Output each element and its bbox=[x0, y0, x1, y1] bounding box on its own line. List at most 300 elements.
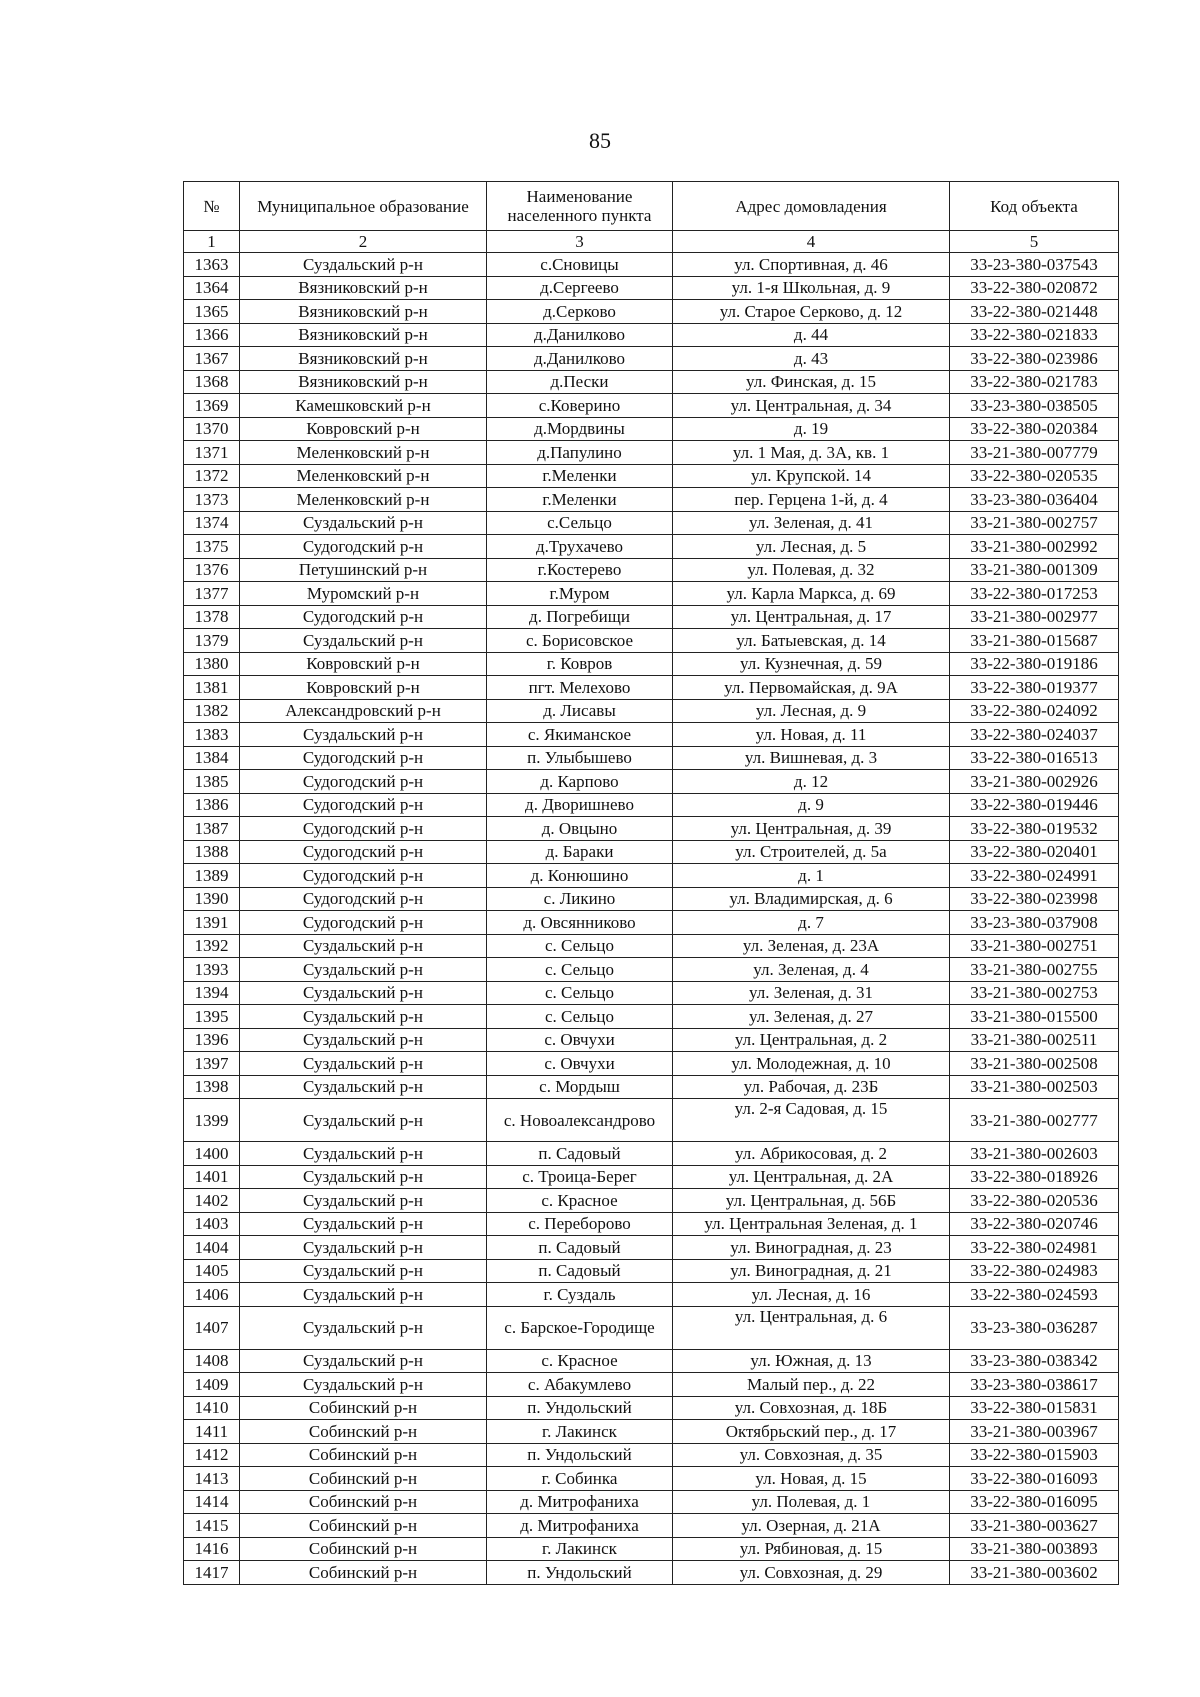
object-code-cell: 33-22-380-024981 bbox=[950, 1236, 1119, 1260]
address-cell: ул. Карла Маркса, д. 69 bbox=[673, 582, 950, 606]
settlement-cell: с. Барское-Городище bbox=[487, 1306, 673, 1349]
municipality-cell: Суздальский р-н bbox=[240, 1028, 487, 1052]
object-code-cell: 33-21-380-002992 bbox=[950, 535, 1119, 559]
municipality-cell: Судогодский р-н bbox=[240, 864, 487, 888]
municipality-cell: Меленковский р-н bbox=[240, 488, 487, 512]
object-code-cell: 33-21-380-015500 bbox=[950, 1005, 1119, 1029]
address-cell: ул. Виноградная, д. 23 bbox=[673, 1236, 950, 1260]
table-body bbox=[184, 253, 1119, 1585]
address-cell: ул. Первомайская, д. 9А bbox=[673, 676, 950, 700]
row-number: 1388 bbox=[184, 840, 240, 864]
address-cell: Малый пер., д. 22 bbox=[673, 1373, 950, 1397]
settlement-cell: д.Данилково bbox=[487, 323, 673, 347]
row-number: 1402 bbox=[184, 1189, 240, 1213]
object-code-cell: 33-23-380-038505 bbox=[950, 394, 1119, 418]
settlement-cell: г. Лакинск bbox=[487, 1537, 673, 1561]
municipality-cell: Суздальский р-н bbox=[240, 1005, 487, 1029]
address-cell: пер. Герцена 1-й, д. 4 bbox=[673, 488, 950, 512]
settlement-cell: д.Сергеево bbox=[487, 276, 673, 300]
row-number: 1391 bbox=[184, 911, 240, 935]
table-row bbox=[184, 887, 1119, 911]
address-cell: ул. Центральная, д. 56Б bbox=[673, 1189, 950, 1213]
row-number: 1378 bbox=[184, 605, 240, 629]
address-cell: ул. Озерная, д. 21А bbox=[673, 1514, 950, 1538]
table-row bbox=[184, 1099, 1119, 1142]
object-code-cell: 33-23-380-038342 bbox=[950, 1349, 1119, 1373]
object-code-cell: 33-23-380-036287 bbox=[950, 1306, 1119, 1349]
object-code-cell: 33-21-380-003602 bbox=[950, 1561, 1119, 1585]
address-cell: ул. 2-я Садовая, д. 15 bbox=[673, 1099, 950, 1142]
page-number: 85 bbox=[589, 128, 611, 153]
municipality-cell: Вязниковский р-н bbox=[240, 370, 487, 394]
address-cell: ул. Полевая, д. 32 bbox=[673, 558, 950, 582]
settlement-cell: с.Коверино bbox=[487, 394, 673, 418]
table-row bbox=[184, 1165, 1119, 1189]
municipality-cell: Меленковский р-н bbox=[240, 464, 487, 488]
settlement-cell: с. Овчухи bbox=[487, 1028, 673, 1052]
object-code-cell: 33-21-380-002603 bbox=[950, 1142, 1119, 1166]
row-number: 1397 bbox=[184, 1052, 240, 1076]
object-code-cell: 33-22-380-020746 bbox=[950, 1212, 1119, 1236]
address-cell: ул. Центральная, д. 34 bbox=[673, 394, 950, 418]
row-number: 1383 bbox=[184, 723, 240, 747]
object-code-cell: 33-21-380-003893 bbox=[950, 1537, 1119, 1561]
address-cell: ул. Молодежная, д. 10 bbox=[673, 1052, 950, 1076]
row-number: 1384 bbox=[184, 746, 240, 770]
object-code-cell: 33-21-380-007779 bbox=[950, 441, 1119, 465]
address-cell: ул. Новая, д. 15 bbox=[673, 1467, 950, 1491]
municipality-cell: Суздальский р-н bbox=[240, 1306, 487, 1349]
header-municipality: Муниципальное образование bbox=[240, 182, 487, 231]
table-row bbox=[184, 1537, 1119, 1561]
row-number: 1411 bbox=[184, 1420, 240, 1444]
table-row bbox=[184, 676, 1119, 700]
row-number: 1385 bbox=[184, 770, 240, 794]
row-number: 1408 bbox=[184, 1349, 240, 1373]
table-row bbox=[184, 1236, 1119, 1260]
object-code-cell: 33-22-380-020872 bbox=[950, 276, 1119, 300]
address-cell: ул. Виноградная, д. 21 bbox=[673, 1259, 950, 1283]
table-row bbox=[184, 1490, 1119, 1514]
row-number: 1370 bbox=[184, 417, 240, 441]
table-row bbox=[184, 652, 1119, 676]
object-code-cell: 33-21-380-002753 bbox=[950, 981, 1119, 1005]
address-cell: ул. Абрикосовая, д. 2 bbox=[673, 1142, 950, 1166]
municipality-cell: Вязниковский р-н bbox=[240, 323, 487, 347]
municipality-cell: Судогодский р-н bbox=[240, 911, 487, 935]
row-number: 1382 bbox=[184, 699, 240, 723]
address-cell: ул. Батыевская, д. 14 bbox=[673, 629, 950, 653]
settlement-cell: с. Якиманское bbox=[487, 723, 673, 747]
address-cell: ул. Зеленая, д. 31 bbox=[673, 981, 950, 1005]
table-row bbox=[184, 1259, 1119, 1283]
settlement-cell: г.Меленки bbox=[487, 464, 673, 488]
address-cell: ул. 1-я Школьная, д. 9 bbox=[673, 276, 950, 300]
settlement-cell: д. Погребищи bbox=[487, 605, 673, 629]
address-cell: ул. Рабочая, д. 23Б bbox=[673, 1075, 950, 1099]
row-number: 1398 bbox=[184, 1075, 240, 1099]
row-number: 1407 bbox=[184, 1306, 240, 1349]
address-cell: ул. Старое Серково, д. 12 bbox=[673, 300, 950, 324]
table-row bbox=[184, 911, 1119, 935]
settlement-cell: д. Бараки bbox=[487, 840, 673, 864]
object-code-cell: 33-22-380-024991 bbox=[950, 864, 1119, 888]
address-cell: ул. Полевая, д. 1 bbox=[673, 1490, 950, 1514]
row-number: 1381 bbox=[184, 676, 240, 700]
settlement-cell: с. Красное bbox=[487, 1189, 673, 1213]
row-number: 1363 bbox=[184, 253, 240, 277]
municipality-cell: Суздальский р-н bbox=[240, 629, 487, 653]
row-number: 1364 bbox=[184, 276, 240, 300]
row-number: 1375 bbox=[184, 535, 240, 559]
table-row bbox=[184, 1373, 1119, 1397]
table-row bbox=[184, 981, 1119, 1005]
address-cell: ул. Зеленая, д. 27 bbox=[673, 1005, 950, 1029]
object-code-cell: 33-22-380-024983 bbox=[950, 1259, 1119, 1283]
settlement-cell: п. Садовый bbox=[487, 1259, 673, 1283]
object-code-cell: 33-23-380-037908 bbox=[950, 911, 1119, 935]
municipality-cell: Суздальский р-н bbox=[240, 253, 487, 277]
settlement-cell: с.Сновицы bbox=[487, 253, 673, 277]
address-cell: ул. Лесная, д. 5 bbox=[673, 535, 950, 559]
table-row bbox=[184, 276, 1119, 300]
settlement-cell: д.Трухачево bbox=[487, 535, 673, 559]
row-number: 1417 bbox=[184, 1561, 240, 1585]
table-row bbox=[184, 699, 1119, 723]
settlement-cell: д. Овсянниково bbox=[487, 911, 673, 935]
row-number: 1374 bbox=[184, 511, 240, 535]
row-number: 1389 bbox=[184, 864, 240, 888]
address-cell: ул. Совхозная, д. 18Б bbox=[673, 1396, 950, 1420]
table-row bbox=[184, 1075, 1119, 1099]
object-code-cell: 33-21-380-002777 bbox=[950, 1099, 1119, 1142]
table-row bbox=[184, 300, 1119, 324]
settlement-cell: с. Троица-Берег bbox=[487, 1165, 673, 1189]
address-cell: ул. Центральная Зеленая, д. 1 bbox=[673, 1212, 950, 1236]
address-cell: ул. Спортивная, д. 46 bbox=[673, 253, 950, 277]
address-cell: д. 12 bbox=[673, 770, 950, 794]
column-number: 1 bbox=[184, 231, 240, 253]
table-row bbox=[184, 840, 1119, 864]
settlement-cell: г. Собинка bbox=[487, 1467, 673, 1491]
municipality-cell: Суздальский р-н bbox=[240, 1283, 487, 1307]
table-row bbox=[184, 746, 1119, 770]
row-number: 1372 bbox=[184, 464, 240, 488]
settlement-cell: д. Конюшино bbox=[487, 864, 673, 888]
municipality-cell: Судогодский р-н bbox=[240, 793, 487, 817]
settlement-cell: с. Борисовское bbox=[487, 629, 673, 653]
table-row bbox=[184, 1561, 1119, 1585]
municipality-cell: Ковровский р-н bbox=[240, 652, 487, 676]
object-code-cell: 33-21-380-002926 bbox=[950, 770, 1119, 794]
municipality-cell: Вязниковский р-н bbox=[240, 347, 487, 371]
municipality-cell: Собинский р-н bbox=[240, 1443, 487, 1467]
object-code-cell: 33-21-380-002757 bbox=[950, 511, 1119, 535]
row-number: 1404 bbox=[184, 1236, 240, 1260]
address-cell: д. 19 bbox=[673, 417, 950, 441]
object-code-cell: 33-21-380-002511 bbox=[950, 1028, 1119, 1052]
row-number: 1365 bbox=[184, 300, 240, 324]
settlement-cell: п. Садовый bbox=[487, 1236, 673, 1260]
municipality-cell: Суздальский р-н bbox=[240, 1165, 487, 1189]
row-number: 1366 bbox=[184, 323, 240, 347]
settlement-cell: с. Переборово bbox=[487, 1212, 673, 1236]
object-code-cell: 33-21-380-003967 bbox=[950, 1420, 1119, 1444]
row-number: 1379 bbox=[184, 629, 240, 653]
row-number: 1403 bbox=[184, 1212, 240, 1236]
object-code-cell: 33-21-380-001309 bbox=[950, 558, 1119, 582]
settlement-cell: с. Сельцо bbox=[487, 958, 673, 982]
table-row bbox=[184, 1283, 1119, 1307]
object-code-cell: 33-23-380-037543 bbox=[950, 253, 1119, 277]
object-code-cell: 33-21-380-003627 bbox=[950, 1514, 1119, 1538]
table-row bbox=[184, 370, 1119, 394]
settlement-cell: д.Серково bbox=[487, 300, 673, 324]
settlement-cell: д.Данилково bbox=[487, 347, 673, 371]
table-row bbox=[184, 934, 1119, 958]
municipality-cell: Собинский р-н bbox=[240, 1490, 487, 1514]
row-number: 1414 bbox=[184, 1490, 240, 1514]
settlement-cell: п. Улыбышево bbox=[487, 746, 673, 770]
object-code-cell: 33-22-380-020401 bbox=[950, 840, 1119, 864]
settlement-cell: с. Ликино bbox=[487, 887, 673, 911]
settlement-cell: д. Дворишнево bbox=[487, 793, 673, 817]
table-row bbox=[184, 1467, 1119, 1491]
row-number: 1409 bbox=[184, 1373, 240, 1397]
table-row bbox=[184, 1420, 1119, 1444]
address-cell: ул. Лесная, д. 9 bbox=[673, 699, 950, 723]
municipality-cell: Собинский р-н bbox=[240, 1420, 487, 1444]
object-code-cell: 33-22-380-018926 bbox=[950, 1165, 1119, 1189]
settlement-cell: п. Ундольский bbox=[487, 1396, 673, 1420]
address-cell: ул. Центральная, д. 39 bbox=[673, 817, 950, 841]
object-code-cell: 33-22-380-019446 bbox=[950, 793, 1119, 817]
row-number: 1396 bbox=[184, 1028, 240, 1052]
address-cell: ул. Вишневая, д. 3 bbox=[673, 746, 950, 770]
settlement-cell: с. Красное bbox=[487, 1349, 673, 1373]
row-number: 1393 bbox=[184, 958, 240, 982]
object-code-cell: 33-22-380-016095 bbox=[950, 1490, 1119, 1514]
municipality-cell: Муромский р-н bbox=[240, 582, 487, 606]
settlement-cell: д.Мордвины bbox=[487, 417, 673, 441]
settlement-cell: с. Овчухи bbox=[487, 1052, 673, 1076]
address-cell: д. 43 bbox=[673, 347, 950, 371]
settlement-cell: с. Мордыш bbox=[487, 1075, 673, 1099]
settlement-cell: г.Костерево bbox=[487, 558, 673, 582]
municipality-cell: Суздальский р-н bbox=[240, 1075, 487, 1099]
municipality-cell: Суздальский р-н bbox=[240, 1052, 487, 1076]
settlement-cell: п. Ундольский bbox=[487, 1443, 673, 1467]
settlement-cell: с.Сельцо bbox=[487, 511, 673, 535]
object-code-cell: 33-22-380-024092 bbox=[950, 699, 1119, 723]
row-number: 1367 bbox=[184, 347, 240, 371]
object-code-cell: 33-21-380-002751 bbox=[950, 934, 1119, 958]
row-number: 1376 bbox=[184, 558, 240, 582]
table-row bbox=[184, 723, 1119, 747]
municipality-cell: Суздальский р-н bbox=[240, 723, 487, 747]
address-cell: д. 9 bbox=[673, 793, 950, 817]
municipality-cell: Собинский р-н bbox=[240, 1561, 487, 1585]
row-number: 1406 bbox=[184, 1283, 240, 1307]
municipality-cell: Суздальский р-н bbox=[240, 1236, 487, 1260]
row-number: 1390 bbox=[184, 887, 240, 911]
column-number: 3 bbox=[487, 231, 673, 253]
row-number: 1400 bbox=[184, 1142, 240, 1166]
address-cell: Октябрьский пер., д. 17 bbox=[673, 1420, 950, 1444]
municipality-cell: Судогодский р-н bbox=[240, 817, 487, 841]
row-number: 1416 bbox=[184, 1537, 240, 1561]
municipality-cell: Суздальский р-н bbox=[240, 1099, 487, 1142]
object-code-cell: 33-21-380-002755 bbox=[950, 958, 1119, 982]
table-row bbox=[184, 464, 1119, 488]
object-code-cell: 33-21-380-002503 bbox=[950, 1075, 1119, 1099]
row-number: 1405 bbox=[184, 1259, 240, 1283]
address-cell: д. 7 bbox=[673, 911, 950, 935]
municipality-cell: Суздальский р-н bbox=[240, 981, 487, 1005]
municipality-cell: Ковровский р-н bbox=[240, 417, 487, 441]
table-row bbox=[184, 1028, 1119, 1052]
table-row bbox=[184, 1514, 1119, 1538]
table-row bbox=[184, 394, 1119, 418]
table-row bbox=[184, 1189, 1119, 1213]
municipality-cell: Суздальский р-н bbox=[240, 1189, 487, 1213]
settlement-cell: д. Лисавы bbox=[487, 699, 673, 723]
column-number: 4 bbox=[673, 231, 950, 253]
municipality-cell: Собинский р-н bbox=[240, 1514, 487, 1538]
row-number: 1399 bbox=[184, 1099, 240, 1142]
municipality-cell: Суздальский р-н bbox=[240, 511, 487, 535]
table-row bbox=[184, 558, 1119, 582]
table-row bbox=[184, 1212, 1119, 1236]
object-code-cell: 33-22-380-024593 bbox=[950, 1283, 1119, 1307]
address-cell: ул. Строителей, д. 5а bbox=[673, 840, 950, 864]
header-address: Адрес домовладения bbox=[673, 182, 950, 231]
municipality-cell: Судогодский р-н bbox=[240, 535, 487, 559]
municipality-cell: Камешковский р-н bbox=[240, 394, 487, 418]
municipality-cell: Суздальский р-н bbox=[240, 958, 487, 982]
header-settlement: Наименование населенного пункта bbox=[487, 182, 673, 231]
municipality-cell: Вязниковский р-н bbox=[240, 300, 487, 324]
object-code-cell: 33-23-380-036404 bbox=[950, 488, 1119, 512]
table-row bbox=[184, 253, 1119, 277]
row-number: 1387 bbox=[184, 817, 240, 841]
row-number: 1394 bbox=[184, 981, 240, 1005]
object-code-cell: 33-22-380-017253 bbox=[950, 582, 1119, 606]
settlement-cell: с. Новоалександрово bbox=[487, 1099, 673, 1142]
row-number: 1415 bbox=[184, 1514, 240, 1538]
object-code-cell: 33-22-380-019377 bbox=[950, 676, 1119, 700]
row-number: 1380 bbox=[184, 652, 240, 676]
settlement-cell: д. Митрофаниха bbox=[487, 1490, 673, 1514]
table-row bbox=[184, 793, 1119, 817]
row-number: 1392 bbox=[184, 934, 240, 958]
address-cell: ул. Зеленая, д. 23А bbox=[673, 934, 950, 958]
object-code-cell: 33-22-380-024037 bbox=[950, 723, 1119, 747]
object-code-cell: 33-22-380-021833 bbox=[950, 323, 1119, 347]
table-row bbox=[184, 1396, 1119, 1420]
table-row bbox=[184, 817, 1119, 841]
table-row bbox=[184, 629, 1119, 653]
settlement-cell: д. Карпово bbox=[487, 770, 673, 794]
table-row bbox=[184, 1005, 1119, 1029]
header-object-code: Код объекта bbox=[950, 182, 1119, 231]
table-row bbox=[184, 1142, 1119, 1166]
table-row bbox=[184, 441, 1119, 465]
table-row bbox=[184, 1443, 1119, 1467]
address-cell: ул. Рябиновая, д. 15 bbox=[673, 1537, 950, 1561]
object-code-cell: 33-23-380-038617 bbox=[950, 1373, 1119, 1397]
table-row bbox=[184, 1306, 1119, 1349]
table-header bbox=[184, 182, 1119, 253]
row-number: 1401 bbox=[184, 1165, 240, 1189]
object-code-cell: 33-22-380-016093 bbox=[950, 1467, 1119, 1491]
address-cell: ул. Лесная, д. 16 bbox=[673, 1283, 950, 1307]
object-code-cell: 33-21-380-002977 bbox=[950, 605, 1119, 629]
object-code-cell: 33-22-380-019186 bbox=[950, 652, 1119, 676]
table-row bbox=[184, 605, 1119, 629]
settlement-cell: г. Ковров bbox=[487, 652, 673, 676]
row-number: 1368 bbox=[184, 370, 240, 394]
address-cell: д. 44 bbox=[673, 323, 950, 347]
row-number: 1377 bbox=[184, 582, 240, 606]
object-code-cell: 33-22-380-015831 bbox=[950, 1396, 1119, 1420]
address-cell: ул. Центральная, д. 2А bbox=[673, 1165, 950, 1189]
municipality-cell: Собинский р-н bbox=[240, 1537, 487, 1561]
object-code-cell: 33-22-380-021448 bbox=[950, 300, 1119, 324]
municipality-cell: Судогодский р-н bbox=[240, 770, 487, 794]
municipality-cell: Петушинский р-н bbox=[240, 558, 487, 582]
settlement-cell: г.Меленки bbox=[487, 488, 673, 512]
municipality-cell: Суздальский р-н bbox=[240, 1349, 487, 1373]
settlement-cell: д. Митрофаниха bbox=[487, 1514, 673, 1538]
table-row bbox=[184, 417, 1119, 441]
object-code-cell: 33-22-380-015903 bbox=[950, 1443, 1119, 1467]
address-cell: ул. Центральная, д. 6 bbox=[673, 1306, 950, 1349]
table-row bbox=[184, 770, 1119, 794]
object-code-cell: 33-22-380-019532 bbox=[950, 817, 1119, 841]
municipality-cell: Вязниковский р-н bbox=[240, 276, 487, 300]
settlement-cell: п. Ундольский bbox=[487, 1561, 673, 1585]
row-number: 1410 bbox=[184, 1396, 240, 1420]
municipality-cell: Собинский р-н bbox=[240, 1396, 487, 1420]
address-cell: ул. Новая, д. 11 bbox=[673, 723, 950, 747]
address-cell: ул. 1 Мая, д. 3А, кв. 1 bbox=[673, 441, 950, 465]
header-row bbox=[184, 182, 1119, 231]
settlement-cell: д.Папулино bbox=[487, 441, 673, 465]
object-code-cell: 33-22-380-020536 bbox=[950, 1189, 1119, 1213]
municipality-cell: Судогодский р-н bbox=[240, 746, 487, 770]
address-cell: ул. Центральная, д. 2 bbox=[673, 1028, 950, 1052]
object-code-cell: 33-22-380-021783 bbox=[950, 370, 1119, 394]
settlement-cell: п. Садовый bbox=[487, 1142, 673, 1166]
row-number: 1373 bbox=[184, 488, 240, 512]
column-number: 5 bbox=[950, 231, 1119, 253]
header-number: № bbox=[184, 182, 240, 231]
column-number-row bbox=[184, 231, 1119, 253]
address-cell: ул. Кузнечная, д. 59 bbox=[673, 652, 950, 676]
address-cell: ул. Финская, д. 15 bbox=[673, 370, 950, 394]
municipality-cell: Судогодский р-н bbox=[240, 840, 487, 864]
row-number: 1386 bbox=[184, 793, 240, 817]
table-row bbox=[184, 958, 1119, 982]
municipality-cell: Собинский р-н bbox=[240, 1467, 487, 1491]
address-cell: ул. Центральная, д. 17 bbox=[673, 605, 950, 629]
address-cell: ул. Зеленая, д. 41 bbox=[673, 511, 950, 535]
table-row bbox=[184, 1349, 1119, 1373]
table-row bbox=[184, 582, 1119, 606]
object-code-cell: 33-22-380-023998 bbox=[950, 887, 1119, 911]
municipality-cell: Меленковский р-н bbox=[240, 441, 487, 465]
